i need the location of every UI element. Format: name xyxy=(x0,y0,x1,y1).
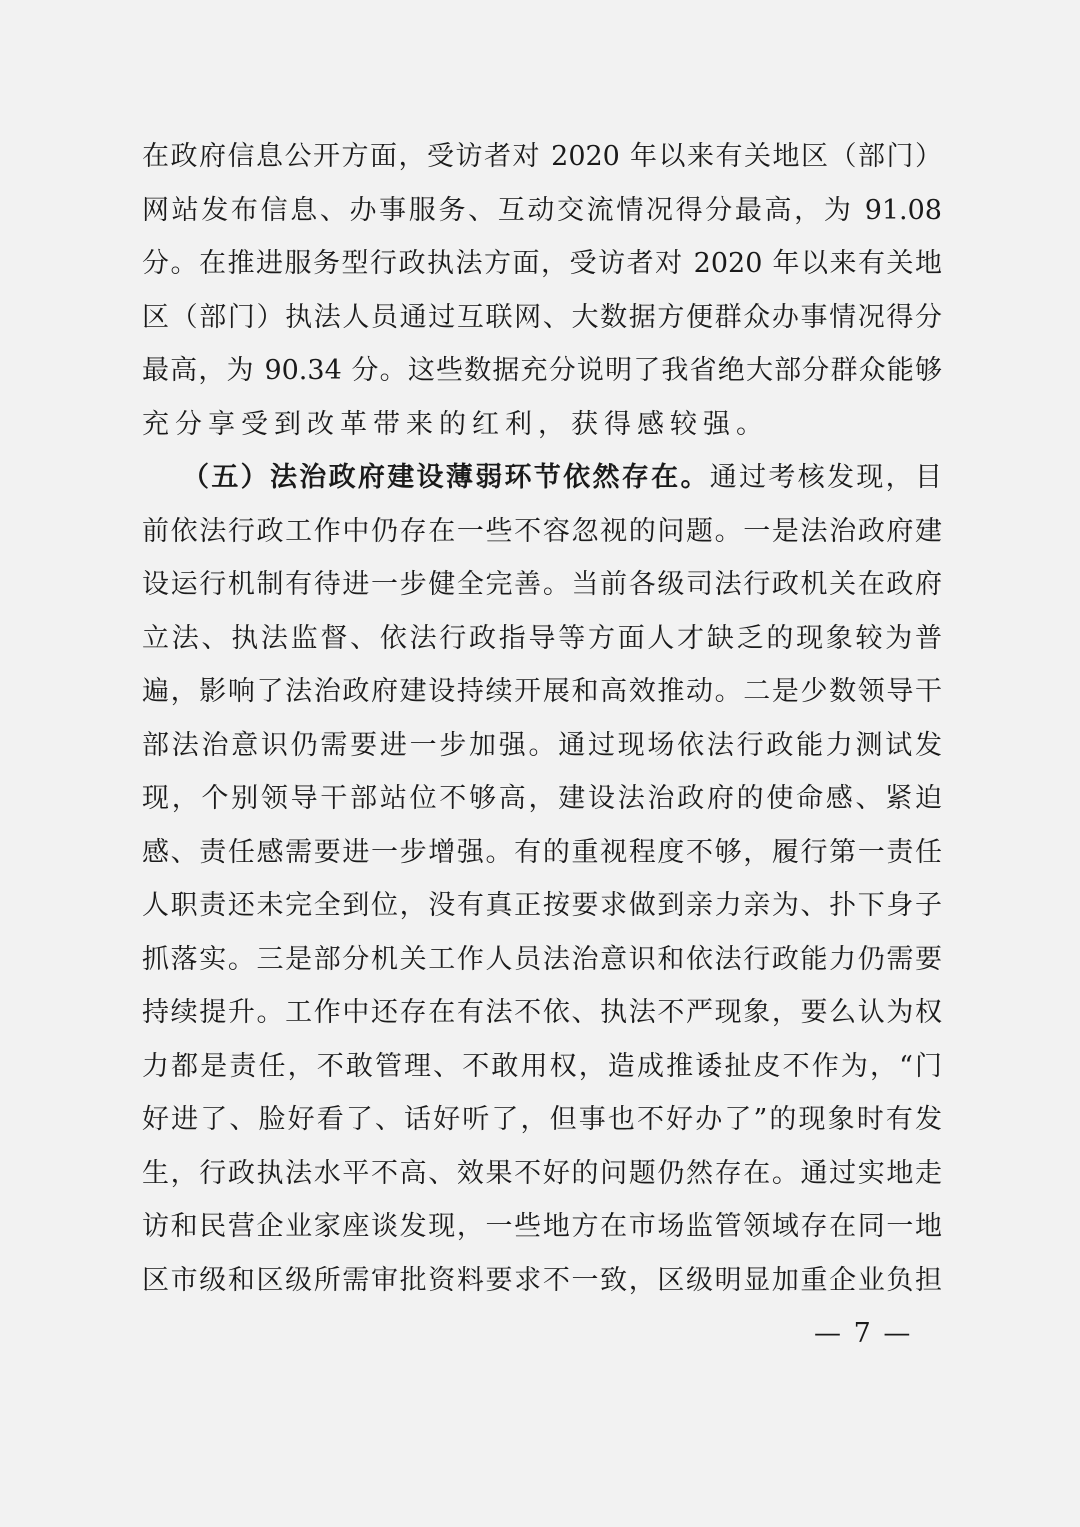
text-line: 设运行机制有待进一步健全完善。当前各级司法行政机关在政府 xyxy=(142,569,942,600)
text-line: 抓落实。三是部分机关工作人员法治意识和依法行政能力仍需要 xyxy=(142,943,942,975)
text-line: 在政府信息公开方面，受访者对 2020 年以来有关地区（部门） xyxy=(142,141,942,172)
text-line: 人职责还未完全到位，没有真正按要求做到亲力亲为、扑下身子 xyxy=(142,890,942,921)
text-line: 立法、执法监督、依法行政指导等方面人才缺乏的现象较为普 xyxy=(142,622,942,654)
text-line: 前依法行政工作中仍存在一些不容忽视的问题。一是法治政府建 xyxy=(142,515,942,547)
page-number: — 7 — xyxy=(814,1318,913,1349)
text-line: 力都是责任，不敢管理、不敢用权，造成推诿扯皮不作为，“门 xyxy=(142,1050,942,1082)
text-line: 访和民营企业家座谈发现，一些地方在市场监管领域存在同一地 xyxy=(142,1211,942,1242)
text-line: 分。在推进服务型行政执法方面，受访者对 2020 年以来有关地 xyxy=(142,248,942,279)
text-line: 感、责任感需要进一步增强。有的重视程度不够，履行第一责任 xyxy=(142,836,942,868)
text-line: 充分享受到改革带来的红利，获得感较强。 xyxy=(142,408,769,440)
section-heading-line xyxy=(142,451,942,505)
text-line: 现，个别领导干部站位不够高，建设法治政府的使命感、紧迫 xyxy=(142,783,942,814)
text-line: 网站发布信息、办事服务、互动交流情况得分最高，为 91.08 xyxy=(142,194,942,226)
text-line: 区（部门）执法人员通过互联网、大数据方便群众办事情况得分 xyxy=(142,301,942,333)
text-line: 生，行政执法水平不高、效果不好的问题仍然存在。通过实地走 xyxy=(142,1157,942,1189)
section-heading: （五）法治政府建设薄弱环节依然存在。 xyxy=(182,462,710,493)
text-line: 部法治意识仍需要进一步加强。通过现场依法行政能力测试发 xyxy=(142,729,942,761)
text-line: 遍，影响了法治政府建设持续开展和高效推动。二是少数领导干 xyxy=(142,676,942,707)
text-line: 持续提升。工作中还存在有法不依、执法不严现象，要么认为权 xyxy=(142,997,942,1028)
body-text xyxy=(142,130,942,1307)
text-line: 好进了、脸好看了、话好听了，但事也不好办了”的现象时有发 xyxy=(142,1104,942,1135)
heading-line-rest: 通过考核发现，目 xyxy=(709,462,943,493)
text-line: 区市级和区级所需审批资料要求不一致，区级明显加重企业负担 xyxy=(142,1264,942,1296)
text-line: 最高，为 90.34 分。这些数据充分说明了我省绝大部分群众能够 xyxy=(142,355,942,386)
